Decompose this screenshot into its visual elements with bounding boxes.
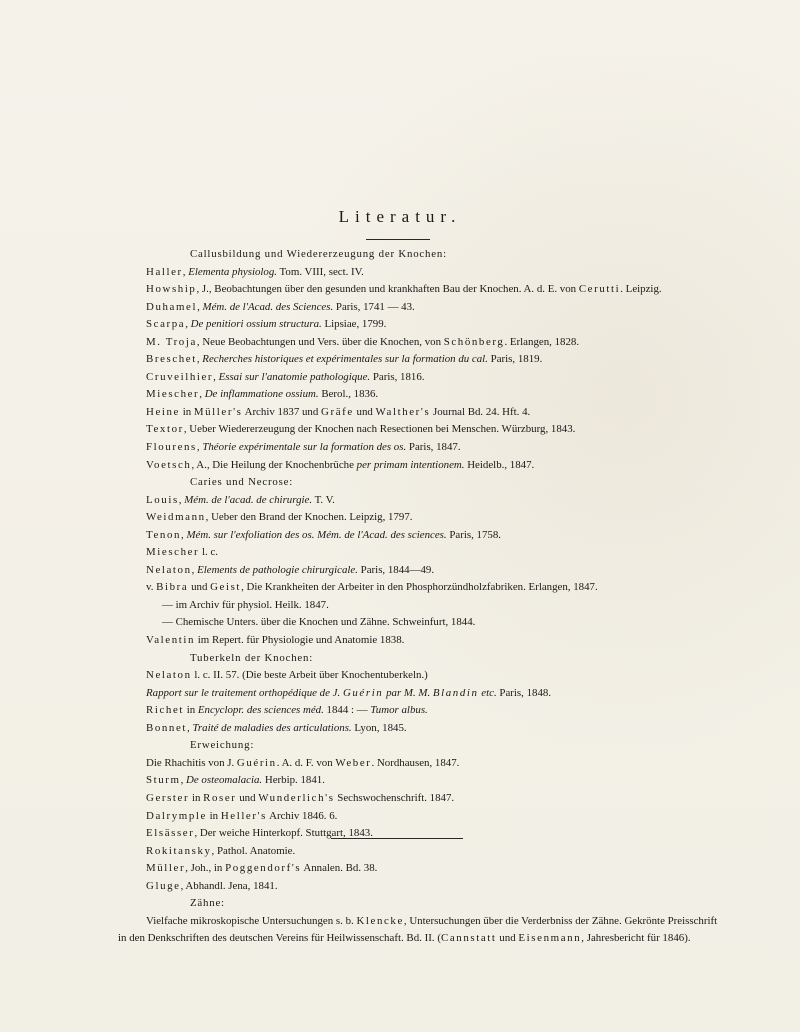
entry-text: Journal Bd. 24. Hft. 4. <box>430 405 531 418</box>
entry-text: Tom. VIII, sect. IV. <box>277 265 364 278</box>
author-name: Geist <box>210 581 242 594</box>
author-name: Rokitansky <box>146 844 212 857</box>
author-name: Guérin <box>342 686 384 699</box>
entry-text: , Abhandl. Jena, 1841. <box>180 879 278 892</box>
author-name: Valentin <box>146 634 196 647</box>
bibliography-entry <box>0 720 800 738</box>
bibliography-entry <box>0 544 800 562</box>
entry-text: l. c. <box>199 546 218 559</box>
author-name: M. Troja <box>146 335 197 348</box>
entry-text: T. V. <box>312 493 335 506</box>
title-underline <box>366 239 430 240</box>
bibliography-entry <box>0 509 800 527</box>
bibliography-entry <box>0 614 800 632</box>
work-title: De penitiori ossium structura. <box>190 318 322 331</box>
bibliography-entry <box>0 913 800 931</box>
bibliography-entry <box>0 281 800 299</box>
entry-text: , <box>191 563 198 576</box>
entry-text: Die Rhachitis von J. <box>146 756 237 769</box>
work-title: Mém. de l'Acad. des Sciences. <box>202 300 334 313</box>
author-name: Wunderlich's <box>258 791 335 804</box>
entry-text: Archiv 1837 und <box>242 405 322 418</box>
author-name: Guérin <box>236 756 277 769</box>
section-heading: Tuberkeln der Knochen: <box>190 651 314 664</box>
entry-text: , Ueber Wiedererzeugung der Knochen nach Resectionen bei Menschen. Würzburg, 1843. <box>183 423 576 436</box>
work-title: par M. M. <box>383 686 433 699</box>
bibliography-entry <box>0 264 800 282</box>
work-title: Recherches historiques et expérimentales sur la formation du cal. <box>202 353 488 366</box>
bibliography-entry <box>0 386 800 404</box>
section-heading: Erweichung: <box>190 739 255 752</box>
entry-text: Lyon, 1845. <box>351 721 407 734</box>
bibliography-entry <box>0 755 800 773</box>
entry-text: , Joh., in <box>185 862 226 875</box>
author-name: Elsässer <box>146 827 195 840</box>
bibliography-entry <box>0 299 800 317</box>
author-name: Howship <box>146 283 197 296</box>
work-title: Elements de pathologie chirurgicale. <box>197 563 358 576</box>
entry-text: . Erlangen, 1828. <box>504 335 580 348</box>
author-name: Gerster <box>146 791 190 804</box>
work-title: Tumor albus. <box>370 704 428 717</box>
author-name: Flourens <box>146 441 197 454</box>
author-name: Cruveilhier <box>146 370 214 383</box>
bibliography-entry <box>0 843 800 861</box>
entry-text: in den Denkschriften des deutschen Vereins für Heilwissenschaft. Bd. II. ( <box>118 932 441 945</box>
entry-text: , <box>181 528 187 541</box>
author-name: Duhamel <box>146 300 198 313</box>
entry-text: — Chemische Unters. über die Knochen und Zähne. Schweinfurt, 1844. <box>162 616 476 629</box>
author-name: Bonnet <box>146 721 188 734</box>
entry-text: , Der weiche Hinterkopf. Stuttgart, 1843. <box>194 827 373 840</box>
entry-text: Paris, 1816. <box>370 370 425 383</box>
bibliography-entry <box>0 457 800 475</box>
page-title: Literatur. <box>338 207 462 226</box>
entry-text: , <box>187 721 193 734</box>
entry-text: Paris, 1819. <box>487 353 543 366</box>
bibliography-entry <box>0 632 800 650</box>
bibliography-list <box>0 246 800 948</box>
entry-text: Paris, 1741 — 43. <box>333 300 415 313</box>
author-name: Miescher <box>146 388 200 401</box>
closing-rule <box>331 838 463 839</box>
author-name: Miescher <box>146 546 200 559</box>
entry-text: in <box>189 791 204 804</box>
bibliography-entry <box>0 404 800 422</box>
entry-text: , <box>196 441 203 454</box>
entry-text: in <box>206 809 221 822</box>
work-title: Encyclopr. des sciences méd. <box>197 704 324 717</box>
work-title: Mém. de l'acad. de chirurgie. <box>184 493 313 506</box>
author-name: Richet <box>146 704 184 717</box>
entry-text: , <box>185 318 191 331</box>
entry-text: und <box>188 581 211 594</box>
section-heading: Zähne: <box>190 897 225 910</box>
entry-text: Paris, 1844—49. <box>357 563 435 576</box>
section-heading: Callusbildung und Wiedererzeugung der Knochen: <box>190 248 447 260</box>
entry-text: , <box>182 265 189 278</box>
entry-text: v. <box>146 581 157 594</box>
bibliography-entry <box>0 808 800 826</box>
author-name: Müller <box>146 862 186 875</box>
bibliography-entry <box>0 930 800 948</box>
author-name: Walther's <box>375 405 431 418</box>
entry-text: , Jahresbericht für 1846). <box>581 932 691 945</box>
bibliography-entry <box>0 351 800 369</box>
bibliography-entry <box>0 492 800 510</box>
entry-text: — im Archiv für physiol. Heilk. 1847. <box>162 598 329 611</box>
bibliography-entry <box>0 527 800 545</box>
entry-text: , <box>199 388 205 401</box>
author-name: Cannstatt <box>440 932 497 945</box>
author-name: Nelaton <box>146 563 192 576</box>
author-name: Textor <box>146 423 184 436</box>
author-name: Schönberg <box>443 335 505 348</box>
entry-text: , Untersuchungen über die Verderbniss der Zähne. Gekrönte Preisschrift <box>403 914 718 927</box>
author-name: Klencke <box>356 914 404 927</box>
author-name: Bibra <box>156 581 189 594</box>
author-name: Weber <box>335 756 372 769</box>
entry-text: . Nordhausen, 1847. <box>371 756 460 769</box>
work-title: De inflammatione ossium. <box>204 388 319 401</box>
entry-text: Paris, 1848. <box>496 686 552 699</box>
work-title: etc. <box>478 686 497 699</box>
work-title: Elementa physiolog. <box>188 265 278 278</box>
author-name: Poggendorf's <box>225 862 302 875</box>
entry-text: 1844 : — <box>323 704 371 717</box>
bibliography-entry <box>0 790 800 808</box>
bibliography-entry <box>0 702 800 720</box>
author-name: Scarpa <box>146 318 186 331</box>
entry-text: Annalen. Bd. 38. <box>301 862 378 875</box>
bibliography-entry <box>0 316 800 334</box>
entry-text: , <box>178 493 185 506</box>
author-name: Eisenmann <box>518 932 582 945</box>
entry-text: , A., Die Heilung der Knochenbrüche <box>191 458 357 471</box>
entry-text: Paris, 1758. <box>446 528 501 541</box>
entry-text: l. c. II. 57. (Die beste Arbeit über Knochentuberkeln.) <box>191 669 428 682</box>
entry-text: , Pathol. Anatomie. <box>211 844 296 857</box>
bibliography-entry <box>0 685 800 703</box>
bibliography-entry <box>0 421 800 439</box>
author-name: Gräfe <box>321 405 354 418</box>
entry-text: , <box>180 774 187 787</box>
author-name: Heine <box>146 405 180 418</box>
bibliography-entry <box>0 562 800 580</box>
entry-text: Lipsiae, 1799. <box>321 318 387 331</box>
work-title: Essai sur l'anatomie pathologique. <box>218 370 371 383</box>
entry-text: Paris, 1847. <box>406 441 461 454</box>
entry-text: in <box>179 405 194 418</box>
author-name: Müller's <box>193 405 243 418</box>
author-name: Roser <box>203 791 237 804</box>
entry-text: Vielfache mikroskopische Untersuchungen s. b. <box>146 914 357 927</box>
entry-text: , J., Beobachtungen über den gesunden und krankhaften Bau der Knochen. A. d. E. von <box>196 283 579 296</box>
bibliography-entry <box>0 597 800 615</box>
entry-text: , Ueber den Brand der Knochen. Leipzig, 1797. <box>205 511 413 524</box>
work-title: Théorie expérimentale sur la formation des os. <box>202 441 407 454</box>
bibliography-entry <box>0 772 800 790</box>
entry-text: und <box>496 932 519 945</box>
author-name: Sturm <box>146 774 181 787</box>
entry-text: , <box>213 370 219 383</box>
bibliography-entry <box>0 825 800 843</box>
author-name: Breschet <box>146 353 197 366</box>
bibliography-entry <box>0 860 800 878</box>
bibliography-entry <box>0 579 800 597</box>
section-heading: Caries und Necrose: <box>190 476 293 489</box>
entry-text: , <box>196 353 203 366</box>
author-name: Voetsch <box>146 458 192 471</box>
entry-text: in <box>184 704 198 717</box>
entry-text: und <box>353 405 376 418</box>
bibliography-entry <box>0 369 800 387</box>
bibliography-entry <box>0 878 800 896</box>
entry-text: . Leipzig. <box>620 283 662 296</box>
work-title: De osteomalacia. <box>186 774 263 787</box>
entry-text: . A. d. F. von <box>276 756 336 769</box>
entry-text: Heidelb., 1847. <box>464 458 535 471</box>
bibliography-entry <box>0 439 800 457</box>
entry-text: , Neue Beobachtungen und Vers. über die Knochen, von <box>196 335 444 348</box>
entry-text: im Repert. für Physiologie und Anatomie 1838. <box>195 634 405 647</box>
author-name: Gluge <box>146 879 181 892</box>
entry-text: , Die Krankheiten der Arbeiter in den Phosphorzündholzfabriken. Erlangen, 1847. <box>241 581 598 594</box>
author-name: Haller <box>146 265 183 278</box>
entry-text: Berol., 1836. <box>318 388 379 401</box>
author-name: Cerutti <box>578 283 621 296</box>
entry-text: , <box>197 300 203 313</box>
entry-text: Archiv 1846. 6. <box>266 809 338 822</box>
bibliography-entry <box>0 334 800 352</box>
bibliography-entry <box>0 667 800 685</box>
author-name: Dalrymple <box>146 809 207 822</box>
entry-text: Herbip. 1841. <box>262 774 325 787</box>
work-title: Rapport sur le traitement orthopédique de J. <box>146 686 343 699</box>
work-title: Mém. sur l'exfoliation des os. Mém. de l'Acad. des sciences. <box>186 528 447 541</box>
work-title: Traité de maladies des articulations. <box>192 721 352 734</box>
work-title: per primam intentionem. <box>356 458 465 471</box>
author-name: Tenon <box>146 528 182 541</box>
author-name: Louis <box>146 493 179 506</box>
author-name: Weidmann <box>146 511 206 524</box>
author-name: Heller's <box>220 809 267 822</box>
entry-text: Sechswochenschrift. 1847. <box>334 791 455 804</box>
entry-text: und <box>236 791 259 804</box>
author-name: Blandin <box>432 686 479 699</box>
author-name: Nelaton <box>146 669 192 682</box>
